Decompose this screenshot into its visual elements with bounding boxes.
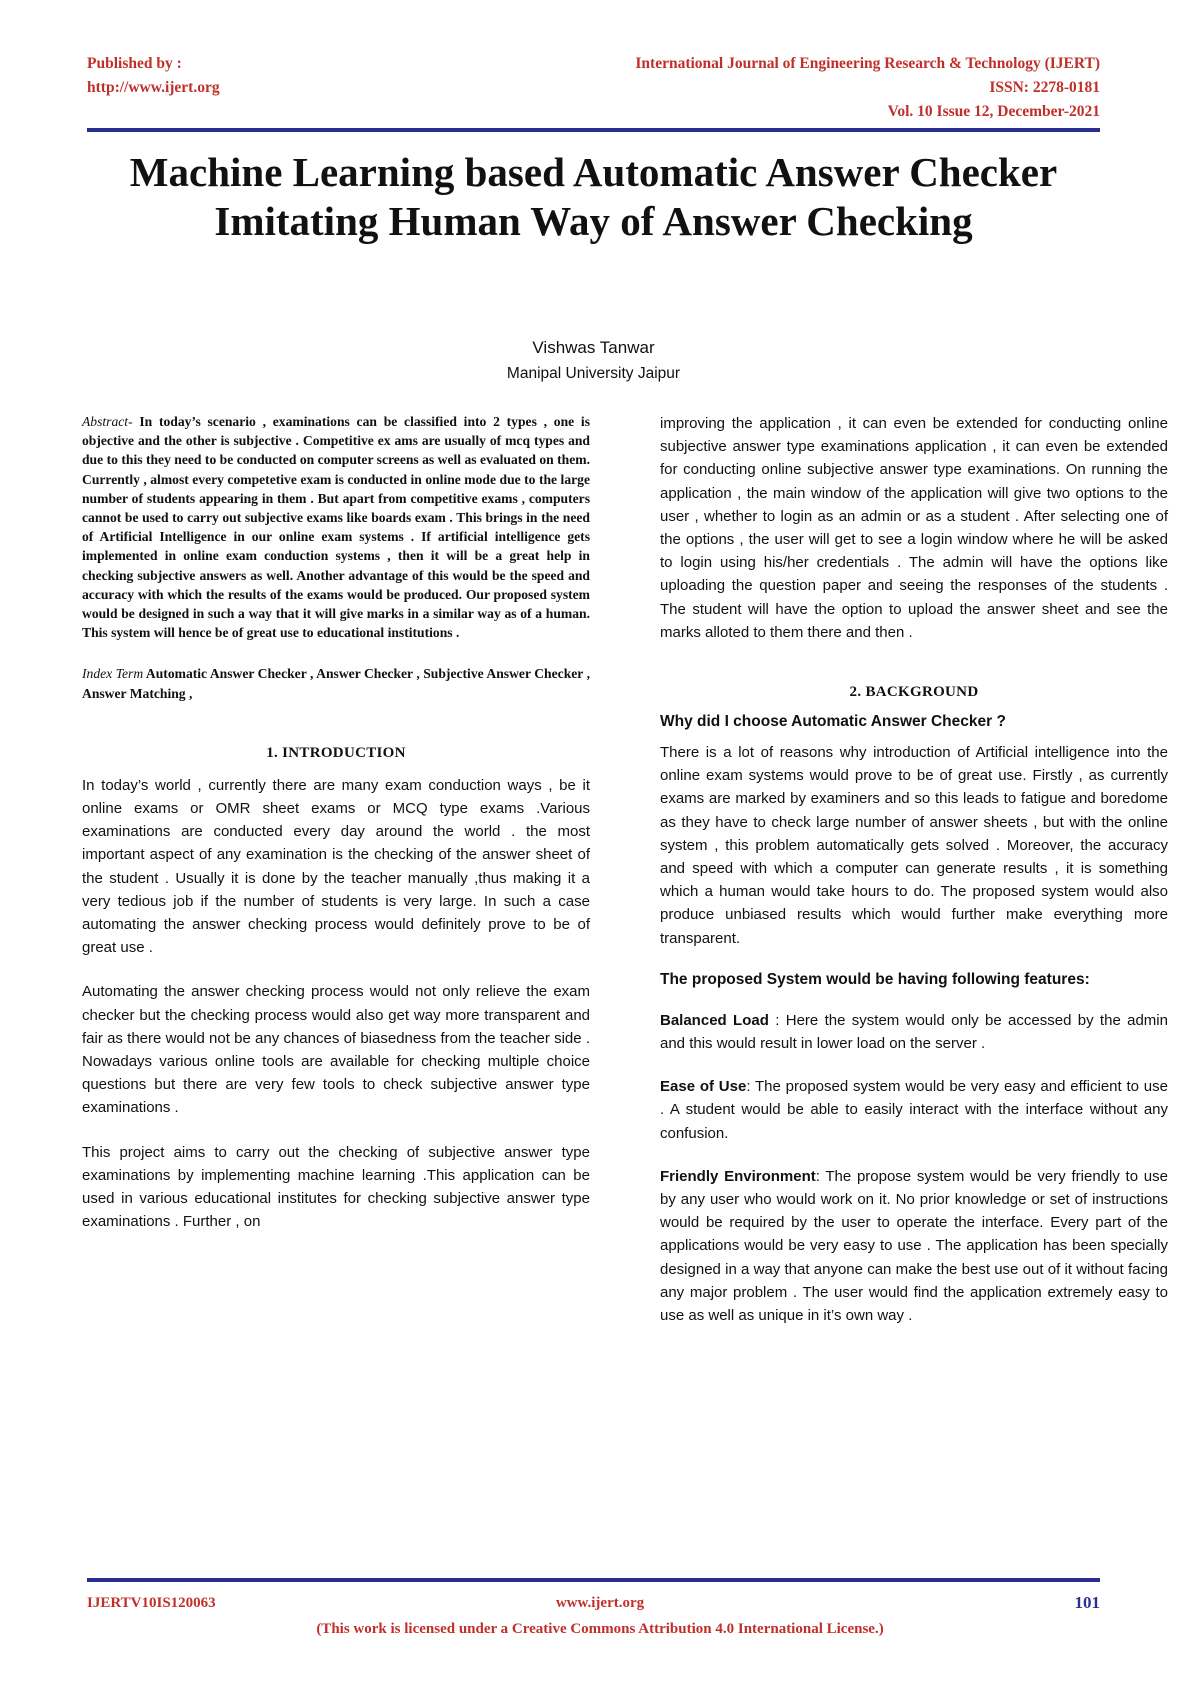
journal-name: International Journal of Engineering Research & Technology (IJERT) [635,55,1100,72]
introduction-heading: 1. INTRODUCTION [266,744,406,761]
index-terms [82,664,590,702]
feature-text: Here the system would only be accessed by the admin and this would result in lower load on the server . [660,1011,1168,1053]
header-divider [87,128,1100,132]
header-left [87,52,220,100]
intro-paragraph-2: Automating the answer checking process would not only relieve the exam checker but the checking process would also get way more transparent and fair as there would not be any chances of biasedness from the teacher side . Nowadays various online tools are available for checking multiple choice questions but there are very few tools to check subjective answer type examinations . [82,983,590,1117]
feature-term: Balanced Load [660,1011,769,1029]
abstract-text: In today’s scenario , examinations can be classified into 2 types , one is objective and the other is subjective . Competitive ex ams are usually of mcq types and due to this they need to be conducted on computer screens as well as evaluated on them. Currently , almost every competetive exam is conducted in online mode due to the large number of students appearing in them . But apart from competitive exams , computers cannot be used to carry out subjective exams like boards exam . This brings in the need of Artificial Intelligence in our online exam systems . If artificial intelligence gets implemented in online exam conduction systems , then it will be a great help in checking subjective answers as well. Another advantage of this would be the speed and accuracy with which the results of the exams would be produced. Our proposed system would be designed in such a way that it will give marks in a similar way as of a human. This system will hence be of great use to educational institutions . [82,414,590,641]
intro-paragraph-continued: improving the application , it can even be extended for conducting online subjective answer type examinations application , it can even be extended for conducting online subjective answer type examinations. On running the application , the main window of the application will give two options to the user , whether to login as an admin or as a student . After selecting one of the options , the user will get to see a login window where he will be asked to login using his/her credentials . The admin will have the options like uploading the question paper and seeing the responses of the students . The student will have the option to upload the answer sheet and see the marks alloted to them there and then . [660,415,1168,641]
author-affiliation: Manipal University Jaipur [506,365,681,382]
left-column [82,412,590,1234]
abstract [82,412,590,642]
background-paragraph: There is a lot of reasons why introduction of Artificial intelligence into the online exam systems would prove to be of great use. Firstly , as currently exams are marked by examiners and so this leads to fatigue and boredome as they have to check large number of answer sheets , but with the online system , this problem automatically gets solved . Moreover, the accuracy and speed with which a computer can generate results , it is something which a human would take hours to do. The proposed system would also produce unbiased results which would further make everything more transparent. [660,744,1168,947]
paper-title: Machine Learning based Automatic Answer Checker Imitating Human Way of Answer Checking [129,149,1058,244]
footer-divider [87,1578,1100,1582]
intro-paragraph-1: In today’s world , currently there are many exam conduction ways , be it online exams or OMR sheet exams or MCQ type exams .Various examinations are conducted every day around the world . the most important aspect of any examination is the checking of the answer sheet of the student . Usually it is done by the teacher manually ,thus making it a very tedious job if the number of students is very large. In such a case automating the answer checking process would definitely prove to be of great use . [82,776,590,957]
right-column [660,412,1168,1327]
feature-text: The proposed system would be very easy and efficient to use . A student would be able to easily interact with the interface without any confusion. [660,1078,1168,1142]
background-heading: 2. BACKGROUND [849,684,979,701]
index-terms-text: Automatic Answer Checker , Answer Checker , Subjective Answer Checker , Answer Matching , [82,666,590,701]
intro-paragraph-3: This project aims to carry out the checking of subjective answer type examinations by implementing machine learning .This application can be used in various educational institutes for checking subjective answer type examinations . Further , on [82,1143,590,1231]
license-note: (This work is licensed under a Creative Commons Attribution 4.0 International License.) [316,1621,884,1637]
abstract-label: Abstract- [82,414,133,429]
journal-site-link[interactable]: http://www.ijert.org [87,79,220,96]
features-heading: The proposed System would be having following features: [660,970,1090,988]
feature-balanced-load: Balanced Load : Here the system would only be accessed by the admin and this would result in lower load on the server . [660,1011,1168,1053]
published-by: Published by : [87,55,182,72]
feature-text: The propose system would be very friendly to use by any user who would work on it. No prior knowledge or set of instructions would be required by the user to operate the interface. Every part of the applications would be very easy to use . The application has been specially designed in a way that anyone can make the best use out of it without facing any major problem . The user would find the application extremely easy to use as well as unique in it’s own way . [660,1167,1168,1325]
index-terms-label: Index Term [82,666,144,682]
volume-issue: Vol. 10 Issue 12, December-2021 [887,103,1100,120]
header-right [635,52,1100,124]
feature-term: Ease of Use [660,1078,747,1096]
page-number: 101 [1074,1593,1100,1612]
feature-ease-of-use: Ease of Use: The proposed system would be very easy and efficient to use . A student would be able to easily interact with the interface without any confusion. [660,1078,1168,1142]
author-name: Vishwas Tanwar [532,338,655,357]
feature-friendly-environment: Friendly Environment: The propose system would be very friendly to use by any user who would work on it. No prior knowledge or set of instructions would be required by the user to operate the interface. Every part of the applications would be very easy to use . The application has been specially designed in a way that anyone can make the best use out of it without facing any major problem . The user would find the application extremely easy to use as well as unique in it’s own way . [660,1167,1168,1325]
issn: ISSN: 2278-0181 [989,79,1100,96]
feature-term: Friendly Environment [660,1167,816,1185]
paper-code: IJERTV10IS120063 [87,1595,216,1611]
background-subheading: Why did I choose Automatic Answer Checker ? [660,713,1006,731]
footer-site-link[interactable]: www.ijert.org [555,1595,645,1611]
